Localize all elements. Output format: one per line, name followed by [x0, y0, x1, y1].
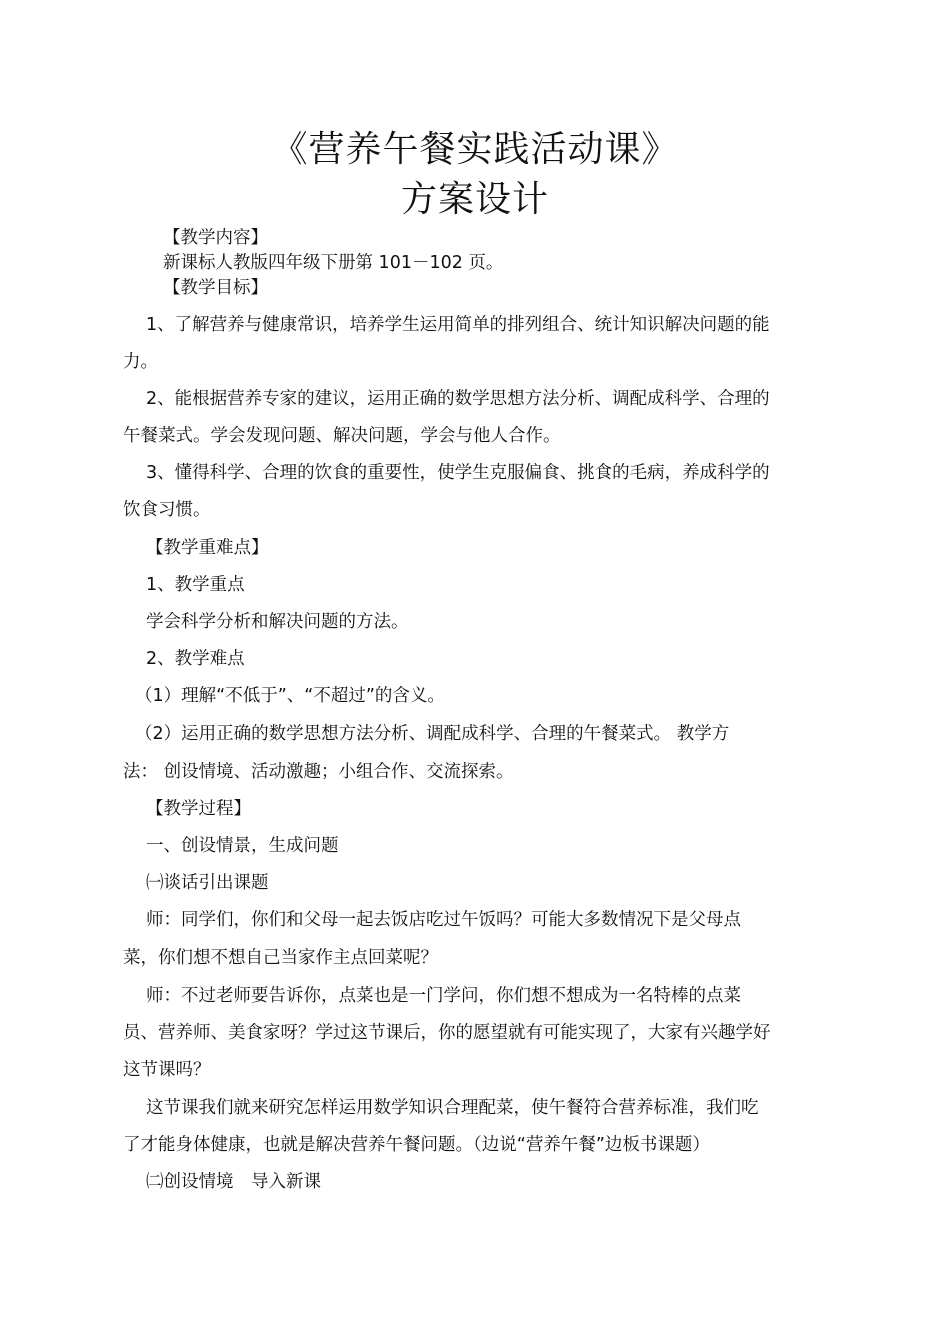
text-line: 3、懂得科学、合理的饮食的重要性，使学生克服偏食、挑食的毛病，养成科学的 — [146, 463, 770, 483]
document-subtitle: 方案设计 — [400, 179, 549, 220]
text-line: 这节课吗？ — [123, 1060, 211, 1080]
text-line: 员、营养师、美食家呀？学过这节课后，你的愿望就有可能实现了，大家有兴趣学好 — [123, 1023, 771, 1043]
heading-teaching-process: 【教学过程】 — [146, 799, 251, 819]
text-line: 饮食习惯。 — [123, 500, 211, 520]
text-line: 一、创设情景，生成问题 — [146, 836, 339, 856]
text-line: 新课标人教版四年级下册第 101－102 页。 — [163, 253, 504, 273]
document-title: 《营养午餐实践活动课》 — [271, 129, 679, 170]
text-line: 2、教学难点 — [146, 649, 245, 669]
text-line: 菜，你们想不想自己当家作主点回菜呢？ — [123, 948, 438, 968]
text-line: ㈠谈话引出课题 — [146, 873, 269, 893]
text-line: 1、了解营养与健康常识，培养学生运用简单的排列组合、统计知识解决问题的能 — [146, 315, 770, 335]
text-line: 师：同学们，你们和父母一起去饭店吃过午饭吗？可能大多数情况下是父母点 — [146, 910, 741, 930]
heading-key-points: 【教学重难点】 — [146, 538, 269, 558]
text-line: 学会科学分析和解决问题的方法。 — [146, 612, 409, 632]
text-line: ㈡创设情境 导入新课 — [146, 1172, 321, 1192]
text-line: 法： 创设情境、活动激趣；小组合作、交流探索。 — [123, 762, 514, 782]
text-line: 师：不过老师要告诉你，点菜也是一门学问，你们想不想成为一名特棒的点菜 — [146, 986, 741, 1006]
text-line: （2）运用正确的数学思想方法分析、调配成科学、合理的午餐菜式。 教学方 — [135, 724, 730, 744]
text-line: 1、教学重点 — [146, 575, 245, 595]
text-line: 午餐菜式。学会发现问题、解决问题，学会与他人合作。 — [123, 426, 561, 446]
text-line: （1）理解“不低于”、“不超过”的含义。 — [135, 686, 445, 706]
heading-teaching-goals: 【教学目标】 — [163, 278, 268, 298]
text-line: 这节课我们就来研究怎样运用数学知识合理配菜，使午餐符合营养标准，我们吃 — [146, 1098, 759, 1118]
text-line: 力。 — [123, 352, 158, 372]
text-line: 了才能身体健康，也就是解决营养午餐问题。（边说“营养午餐”边板书课题） — [123, 1135, 710, 1155]
heading-teaching-content: 【教学内容】 — [163, 228, 268, 248]
text-line: 2、能根据营养专家的建议，运用正确的数学思想方法分析、调配成科学、合理的 — [146, 389, 770, 409]
